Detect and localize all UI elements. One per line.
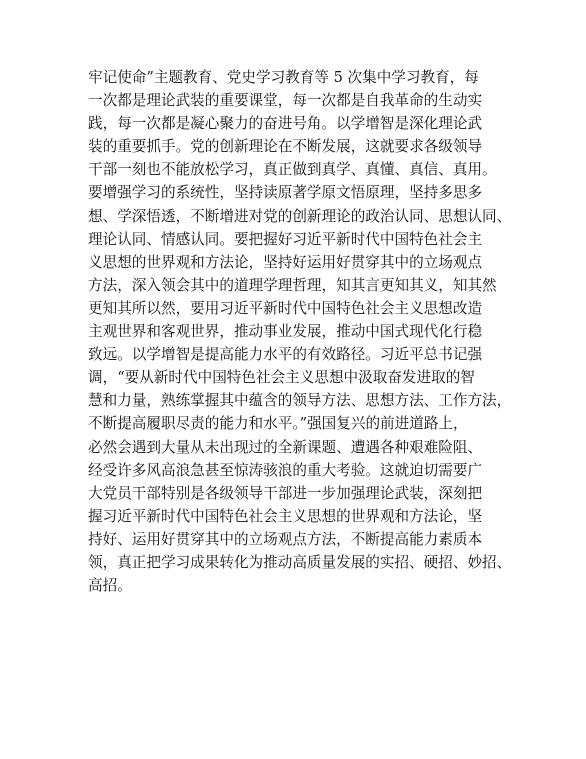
text-line-1: 牢记使命”主题教育、党史学习教育等 5 次集中学习教育，每 [88, 69, 479, 86]
text-line-13: 致远。以学增智是提高能力水平的有效路径。习近平总书记强 [88, 346, 483, 364]
text-line-11: 更知其所以然，要用习近平新时代中国特色社会主义思想改造 [88, 299, 483, 317]
text-line-20: 握习近平新时代中国特色社会主义思想的世界观和方法论，坚 [88, 507, 483, 525]
text-line-16: 不断提高履职尽责的能力和水平。”强国复兴的前进道路上， [88, 415, 468, 433]
body-paragraph [88, 66, 518, 597]
text-line-22: 领，真正把学习成果转化为推动高质量发展的实招、硬招、妙招、 [88, 553, 512, 571]
text-line-4: 装的重要抓手。党的创新理论在不断发展，这就要求各级领导 [88, 138, 483, 156]
text-line-14: 调，“要从新时代中国特色社会主义思想中汲取奋发进取的智 [88, 369, 475, 387]
text-line-23: 高招。 [88, 577, 132, 595]
text-line-15: 慧和力量，熟练掌握其中蕴含的领导方法、思想方法、工作方法， [88, 392, 512, 410]
text-line-9: 义思想的世界观和方法论，坚持好运用好贯穿其中的立场观点 [88, 253, 483, 271]
text-line-3: 践，每一次都是凝心聚力的奋进号角。以学增智是深化理论武 [88, 115, 483, 133]
text-line-2: 一次都是理论武装的重要课堂，每一次都是自我革命的生动实 [88, 92, 483, 110]
text-line-8: 理论认同、情感认同。要把握好习近平新时代中国特色社会主 [88, 230, 483, 248]
text-line-12: 主观世界和客观世界，推动事业发展，推动中国式现代化行稳 [88, 323, 483, 341]
text-line-21: 持好、运用好贯穿其中的立场观点方法，不断提高能力素质本 [88, 530, 483, 548]
text-line-7: 想、学深悟透，不断增进对党的创新理论的政治认同、思想认同、 [88, 207, 512, 225]
text-line-6: 要增强学习的系统性，坚持读原著学原文悟原理，坚持多思多 [88, 184, 483, 202]
text-line-17: 必然会遇到大量从未出现过的全新课题、遭遇各种艰难险阻、 [88, 438, 483, 456]
text-line-18: 经受许多风高浪急甚至惊涛骇浪的重大考验。这就迫切需要广 [88, 461, 483, 479]
text-line-19: 大党员干部特别是各级领导干部进一步加强理论武装，深刻把 [88, 484, 483, 502]
text-line-5: 干部一刻也不能放松学习，真正做到真学、真懂、真信、真用。 [88, 161, 497, 179]
text-line-10: 方法，深入领会其中的道理学理哲理，知其言更知其义，知其然 [88, 276, 497, 294]
